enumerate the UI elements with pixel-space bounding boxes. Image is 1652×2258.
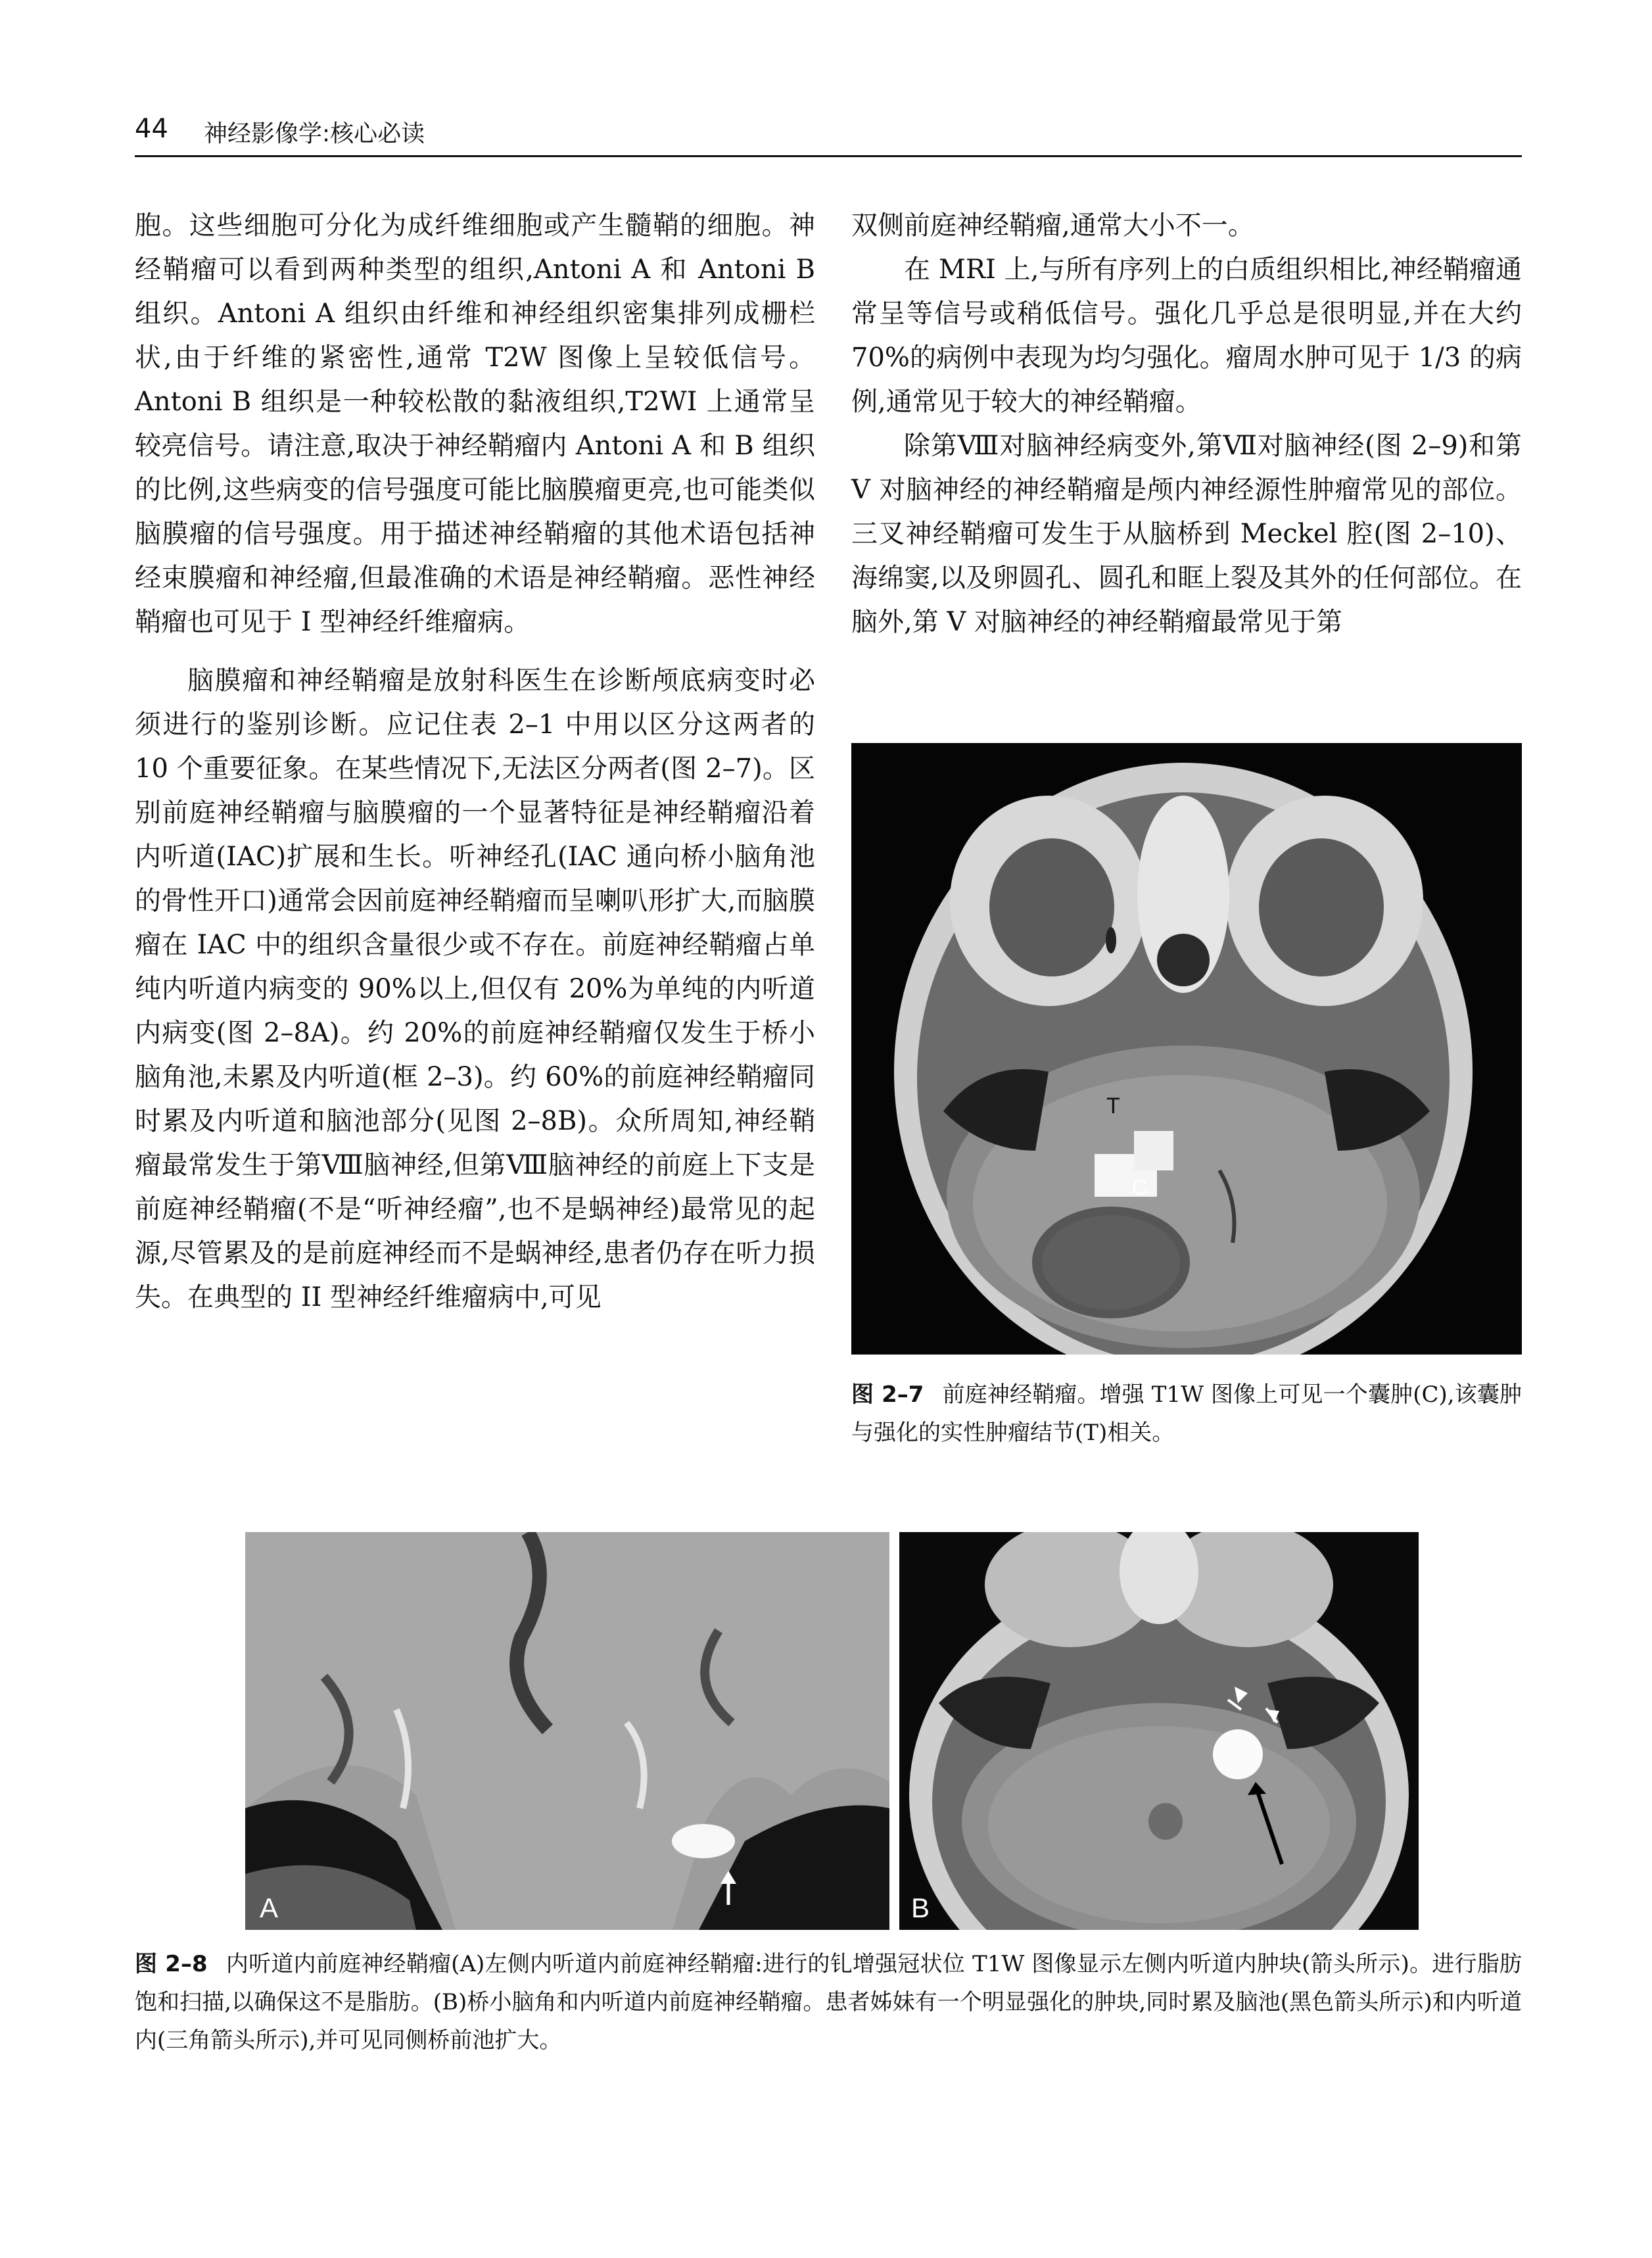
figure-2-7-label-t: T: [1106, 1093, 1120, 1118]
right-paragraph-2: 在 MRI 上,与所有序列上的白质组织相比,神经鞘瘤通常呈等信号或稍低信号。强化几乎总是很明显,并在大约 70%的病例中表现为均匀强化。瘤周水肿可见于 1/3 的病例,通常见于较大的神经鞘瘤。: [851, 254, 1522, 417]
left-paragraph-1: 胞。这些细胞可分化为成纤维细胞或产生髓鞘的细胞。神经鞘瘤可以看到两种类型的组织,Antoni A 和 Antoni B 组织。Antoni A 组织由纤维和神经组织密集排列成栅栏状,由于纤维的紧密性,通常 T2W 图像上呈较低信号。Antoni B 组织是一种较松散的黏液组织,T2WI 上通常呈较亮信号。请注意,取决于神经鞘瘤内 Antoni A 和 B 组织的比例,这些病变的信号强度可能比脑膜瘤更亮,也可能类似脑膜瘤的信号强度。用于描述神经鞘瘤的其他术语包括神经束膜瘤和神经瘤,但最准确的术语是神经鞘瘤。恶性神经鞘瘤也可见于 I 型神经纤维瘤病。: [135, 210, 815, 637]
figure-2-7-caption: [851, 1376, 1522, 1452]
figure-2-8-number: 图 2–8: [135, 1951, 208, 1977]
header-rule: [135, 155, 1522, 157]
figure-2-7-caption-text: 前庭神经鞘瘤。增强 T1W 图像上可见一个囊肿(C),该囊肿与强化的实性肿瘤结节(T)相关。: [851, 1381, 1522, 1446]
figure-2-8a-mri-coronal: [245, 1532, 889, 1930]
right-paragraph-3: 除第Ⅷ对脑神经病变外,第Ⅶ对脑神经(图 2–9)和第 V 对脑神经的神经鞘瘤是颅内神经源性肿瘤常见的部位。三叉神经鞘瘤可发生于从脑桥到 Meckel 腔(图 2–10)、海绵窦,以及卵圆孔、圆孔和眶上裂及其外的任何部位。在脑外,第 V 对脑神经的神经鞘瘤最常见于第: [851, 431, 1522, 637]
left-paragraph-2: 脑膜瘤和神经鞘瘤是放射科医生在诊断颅底病变时必须进行的鉴别诊断。应记住表 2–1 中用以区分这两者的 10 个重要征象。在某些情况下,无法区分两者(图 2–7)。区别前庭神经鞘瘤与脑膜瘤的一个显著特征是神经鞘瘤沿着内听道(IAC)扩展和生长。听神经孔(IAC 通向桥小脑角池的骨性开口)通常会因前庭神经鞘瘤而呈喇叭形扩大,而脑膜瘤在 IAC 中的组织含量很少或不存在。前庭神经鞘瘤占单纯内听道内病变的 90%以上,但仅有 20%为单纯的内听道内病变(图 2–8A)。约 20%的前庭神经鞘瘤仅发生于桥小脑角池,未累及内听道(框 2–3)。约 60%的前庭神经鞘瘤同时累及内听道和脑池部分(见图 2–8B)。众所周知,神经鞘瘤最常发生于第Ⅷ脑神经,但第Ⅷ脑神经的前庭上下支是前庭神经鞘瘤(不是“听神经瘤”,也不是蜗神经)最常见的起源,尽管累及的是前庭神经而不是蜗神经,患者仍存在听力损失。在典型的 II 型神经纤维瘤病中,可见: [135, 665, 815, 1312]
figure-2-8-panel-b-letter: B: [911, 1892, 930, 1923]
page-header: [135, 108, 1522, 148]
figure-2-8-caption: [135, 1945, 1522, 2059]
right-paragraph-1: 双侧前庭神经鞘瘤,通常大小不一。: [851, 210, 1254, 241]
figure-2-7-number: 图 2–7: [851, 1381, 924, 1408]
left-column: [135, 204, 815, 1320]
figure-2-8-caption-text: 内听道内前庭神经鞘瘤(A)左侧内听道内前庭神经鞘瘤:进行的钆增强冠状位 T1W 图像显示左侧内听道内肿块(箭头所示)。进行脂肪饱和扫描,以确保这不是脂肪。(B)桥小脑角和内听道内前庭神经鞘瘤。患者姊妹有一个明显强化的肿块,同时累及脑池(黑色箭头所示)和内听道内(三角箭头所示),并可见同侧桥前池扩大。: [135, 1951, 1522, 2054]
page-number: 44: [135, 114, 168, 144]
figure-2-8-panel-a-letter: A: [260, 1892, 279, 1923]
right-column: [851, 204, 1522, 644]
figure-2-8b-mri-axial: [899, 1532, 1419, 1930]
running-title: 神经影像学:核心必读: [204, 120, 425, 147]
figure-2-7-label-c: C: [1132, 1176, 1148, 1199]
figure-2-7-mri-axial: [851, 743, 1522, 1355]
